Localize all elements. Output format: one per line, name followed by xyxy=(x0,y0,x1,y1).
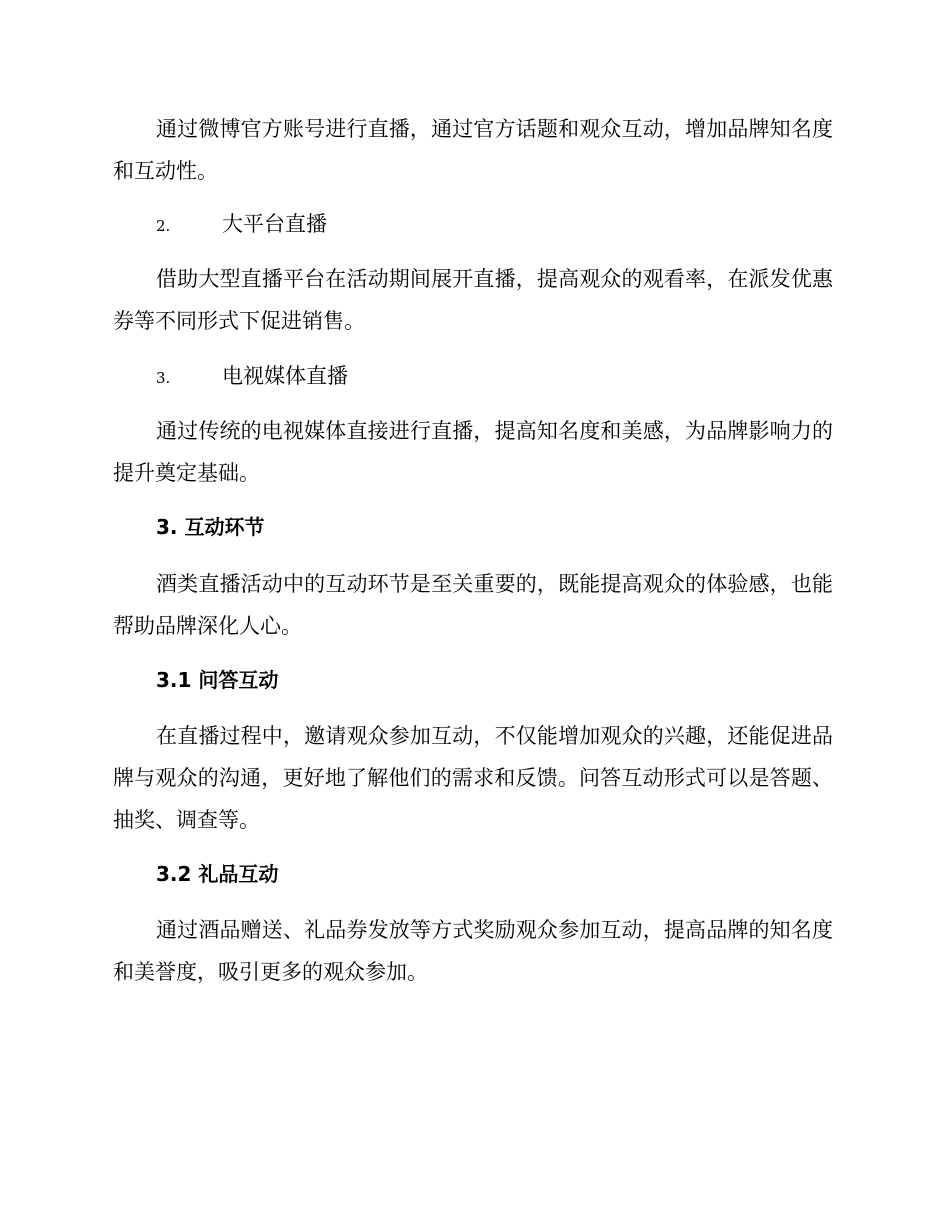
heading-text: 3.2 礼品互动 xyxy=(156,862,279,886)
paragraph-gift-interaction xyxy=(113,909,833,993)
paragraph-interaction-intro xyxy=(113,563,833,647)
paragraph-qa-interaction xyxy=(113,715,833,841)
paragraph-text: 酒类直播活动中的互动环节是至关重要的，既能提高观众的体验感，也能帮助品牌深化人心。 xyxy=(113,572,833,638)
paragraph-platform-live xyxy=(113,258,833,342)
list-item-tv-live xyxy=(113,361,833,393)
subheading-qa-interaction xyxy=(113,665,833,695)
section-heading-interaction xyxy=(113,512,833,542)
paragraph-text: 借助大型直播平台在活动期间展开直播，提高观众的观看率，在派发优惠券等不同形式下促进销售。 xyxy=(113,267,833,333)
list-item-label: 电视媒体直播 xyxy=(222,364,348,388)
paragraph-text: 通过酒品赠送、礼品券发放等方式奖励观众参加互动，提高品牌的知名度和美誉度，吸引更多的观众参加。 xyxy=(113,918,833,984)
paragraph-text: 在直播过程中，邀请观众参加互动，不仅能增加观众的兴趣，还能促进品牌与观众的沟通，更好地了解他们的需求和反馈。问答互动形式可以是答题、抽奖、调查等。 xyxy=(113,724,833,832)
list-number: 3. xyxy=(156,369,171,387)
subheading-gift-interaction xyxy=(113,859,833,889)
heading-text: 3.1 问答互动 xyxy=(156,668,279,692)
paragraph-text: 通过传统的电视媒体直接进行直播，提高知名度和美感，为品牌影响力的提升奠定基础。 xyxy=(113,419,833,485)
paragraph-weibo-live xyxy=(113,108,833,192)
list-item-platform-live xyxy=(113,209,833,241)
paragraph-tv-live xyxy=(113,410,833,494)
paragraph-text: 通过微博官方账号进行直播，通过官方话题和观众互动，增加品牌知名度和互动性。 xyxy=(113,117,833,183)
list-number: 2. xyxy=(156,217,171,235)
heading-text: 3. 互动环节 xyxy=(156,515,265,539)
list-item-label: 大平台直播 xyxy=(222,212,327,236)
